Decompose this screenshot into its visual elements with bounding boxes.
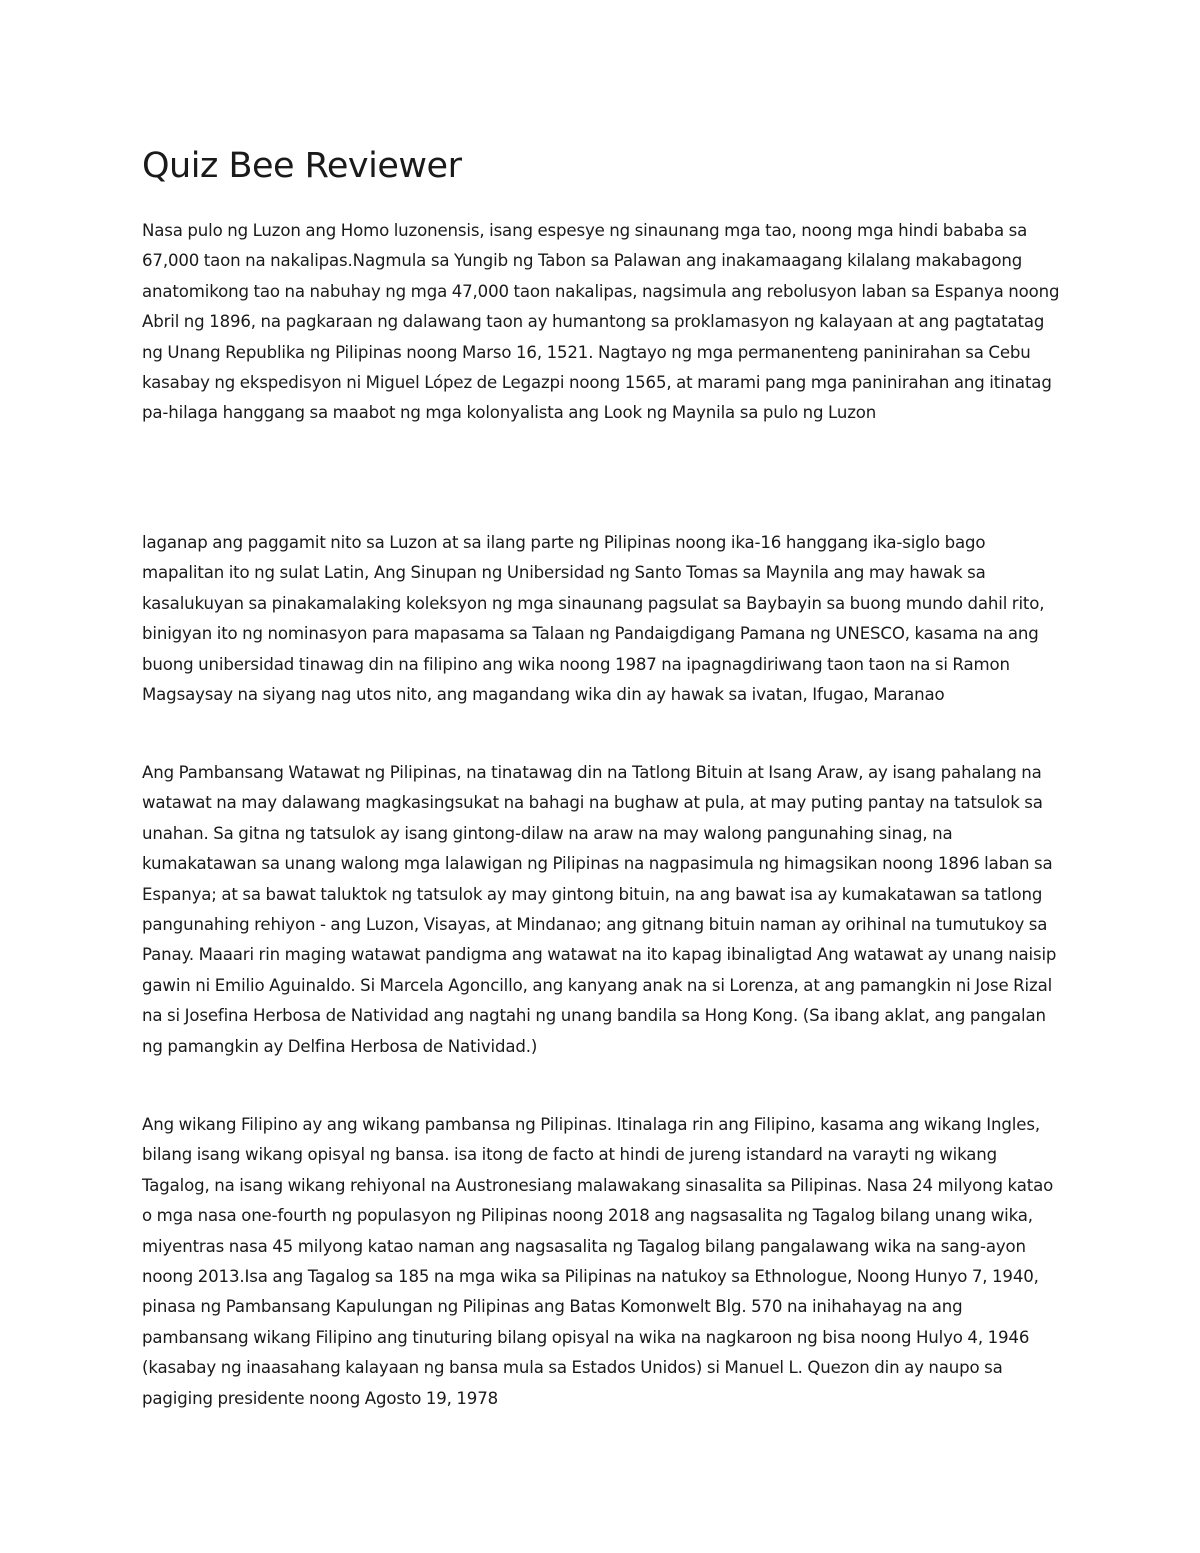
document-title: Quiz Bee Reviewer — [142, 146, 462, 186]
paragraph-national-language: Ang wikang Filipino ay ang wikang pambansa ng Pilipinas. Itinalaga rin ang Filipino, kasama ang wikang Ingles, bilang isang wikang opisyal ng bansa. isa itong de facto at hindi de jureng istandard na varayti ng wikang Tagalog, na isang wikang rehiyonal na Austronesiang malawakang sinasalita sa Pilipinas. Nasa 24 milyong katao o mga nasa one-fourth ng populasyon ng Pilipinas noong 2018 ang nagsasalita ng Tagalog bilang unang wika, miyentras nasa 45 milyong katao naman ang nagsasalita ng Tagalog bilang pangalawang wika na sang-ayon noong 2013.Isa ang Tagalog sa 185 na mga wika sa Pilipinas na natukoy sa Ethnologue, Noong Hunyo 7, 1940, pinasa ng Pambansang Kapulungan ng Pilipinas ang Batas Komonwelt Blg. 570 na inihahayag na ang pambansang wikang Filipino ang tinuturing bilang opisyal na wika na nagkaroon ng bisa noong Hulyo 4, 1946 (kasabay ng inaasahang kalayaan ng bansa mula sa Estados Unidos) si Manuel L. Quezon din ay naupo sa pagiging presidente noong Agosto 19, 1978 — [142, 1115, 1054, 1408]
paragraph-baybayin: laganap ang paggamit nito sa Luzon at sa ilang parte ng Pilipinas noong ika-16 hanggang ika-siglo bago mapalitan ito ng sulat Latin, Ang Sinupan ng Unibersidad ng Santo Tomas sa Maynila ang may hawak sa kasalukuyan sa pinakamalaking koleksyon ng mga sinaunang pagsulat sa Baybayin sa buong mundo dahil rito, binigyan ito ng nominasyon para mapasama sa Talaan ng Pandaigdigang Pamana ng UNESCO, kasama na ang buong unibersidad tinawag din na filipino ang wika noong 1987 na ipagnagdiriwang taon taon na si Ramon Magsaysay na siyang nag utos nito, ang magandang wika din ay hawak sa ivatan, Ifugao, Maranao — [142, 533, 1045, 705]
paragraph-flag: Ang Pambansang Watawat ng Pilipinas, na tinatawag din na Tatlong Bituin at Isang Araw, ay isang pahalang na watawat na may dalawang magkasingsukat na bahagi na bughaw at pula, at may puting pantay na tatsulok sa unahan. Sa gitna ng tatsulok ay isang gintong-dilaw na araw na may walong pangunahing sinag, na kumakatawan sa unang walong mga lalawigan ng Pilipinas na nagpasimula ng himagsikan noong 1896 laban sa Espanya; at sa bawat taluktok ng tatsulok ay may gintong bituin, na ang bawat isa ay kumakatawan sa tatlong pangunahing rehiyon - ang Luzon, Visayas, at Mindanao; ang gitnang bituin naman ay orihinal na tumutukoy sa Panay. Maaari rin maging watawat pandigma ang watawat na ito kapag ibinaligtad Ang watawat ay unang naisip gawin ni Emilio Aguinaldo. Si Marcela Agoncillo, ang kanyang anak na si Lorenza, at ang pamangkin ni Jose Rizal na si Josefina Herbosa de Natividad ang nagtahi ng unang bandila sa Hong Kong. (Sa ibang aklat, ang pangalan ng pamangkin ay Delfina Herbosa de Natividad.) — [142, 763, 1057, 1056]
paragraph-early-history: Nasa pulo ng Luzon ang Homo luzonensis, isang espesye ng sinaunang mga tao, noong mga hindi bababa sa 67,000 taon na nakalipas.Nagmula sa Yungib ng Tabon sa Palawan ang inakamaagang kilalang makabagong anatomikong tao na nabuhay ng mga 47,000 taon nakalipas, nagsimula ang rebolusyon laban sa Espanya noong Abril ng 1896, na pagkaraan ng dalawang taon ay humantong sa proklamasyon ng kalayaan at ang pagtatatag ng Unang Republika ng Pilipinas noong Marso 16, 1521. Nagtayo ng mga permanenteng paninirahan sa Cebu kasabay ng ekspedisyon ni Miguel López de Legazpi noong 1565, at marami pang mga paninirahan ang itinatag pa-hilaga hanggang sa maabot ng mga kolonyalista ang Look ng Maynila sa pulo ng Luzon — [142, 221, 1060, 423]
